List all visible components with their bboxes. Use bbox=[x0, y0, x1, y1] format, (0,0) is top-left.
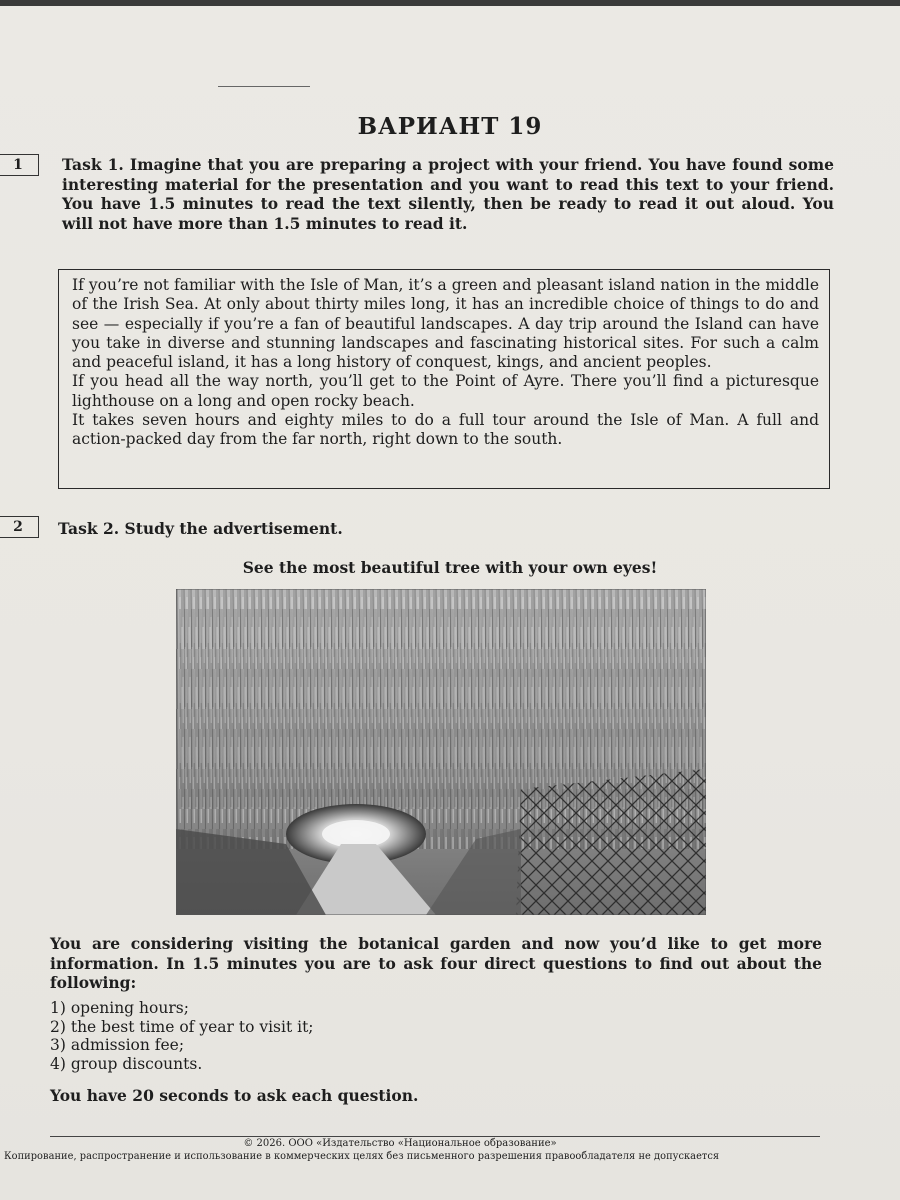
question-list bbox=[50, 999, 314, 1073]
task2-heading: Task 2. Study the advertisement. bbox=[58, 519, 343, 538]
task2-closing: You have 20 seconds to ask each question. bbox=[50, 1086, 419, 1105]
task2-instructions: You are considering visiting the botanical garden and now you’d like to get more information. In 1.5 minutes you are to ask four direct questions to find out about the following: bbox=[50, 934, 822, 992]
list-item: 1) opening hours; bbox=[50, 999, 189, 1017]
reading-paragraph: If you head all the way north, you’ll get to the Point of Ayre. There you’ll find a picturesque lighthouse on a long and open rocky beach. bbox=[72, 372, 819, 410]
copyright: © 2026. ООО «Издательство «Национальное образование» bbox=[243, 1138, 557, 1149]
reading-paragraph: If you’re not familiar with the Isle of Man, it’s a green and pleasant island nation in the middle of the Irish Sea. At only about thirty miles long, it has an incredible choice of things to do and see — especially if you’re a fan of beautiful landscapes. A day trip around the Island can have you take in diverse and stunning landscapes and fascinating historical sites. For such a calm and peaceful island, it has a long history of conquest, kings, and ancient peoples. bbox=[72, 276, 819, 372]
task-number-1: 1 bbox=[0, 154, 39, 176]
top-edge bbox=[0, 0, 900, 6]
copyright-notice: Копирование, распространение и использование в коммерческих целях без письменного разрешения правообладателя не допускается bbox=[4, 1151, 720, 1162]
page-title: ВАРИАНТ 19 bbox=[357, 113, 543, 140]
advertisement-caption: See the most beautiful tree with your own eyes! bbox=[242, 558, 658, 577]
list-item: 3) admission fee; bbox=[50, 1036, 185, 1054]
list-item: 2) the best time of year to visit it; bbox=[50, 1017, 314, 1036]
footer-divider bbox=[50, 1136, 820, 1137]
reading-text-box bbox=[58, 269, 830, 489]
list-item: 4) group discounts. bbox=[50, 1054, 203, 1073]
wisteria-tunnel-photo bbox=[176, 589, 706, 915]
divider bbox=[218, 86, 310, 87]
task1-instructions: Task 1. Imagine that you are preparing a project with your friend. You have found some interesting material for the presentation and you want to read this text to your friend. You have 1.5 minutes to read the text silently, then be ready to read it out aloud. You will not have more than 1.5 minutes to read it. bbox=[62, 155, 834, 233]
reading-paragraph: It takes seven hours and eighty miles to do a full tour around the Isle of Man. A full and action-packed day from the far north, right down to the south. bbox=[72, 411, 819, 449]
task-number-2: 2 bbox=[0, 516, 39, 538]
